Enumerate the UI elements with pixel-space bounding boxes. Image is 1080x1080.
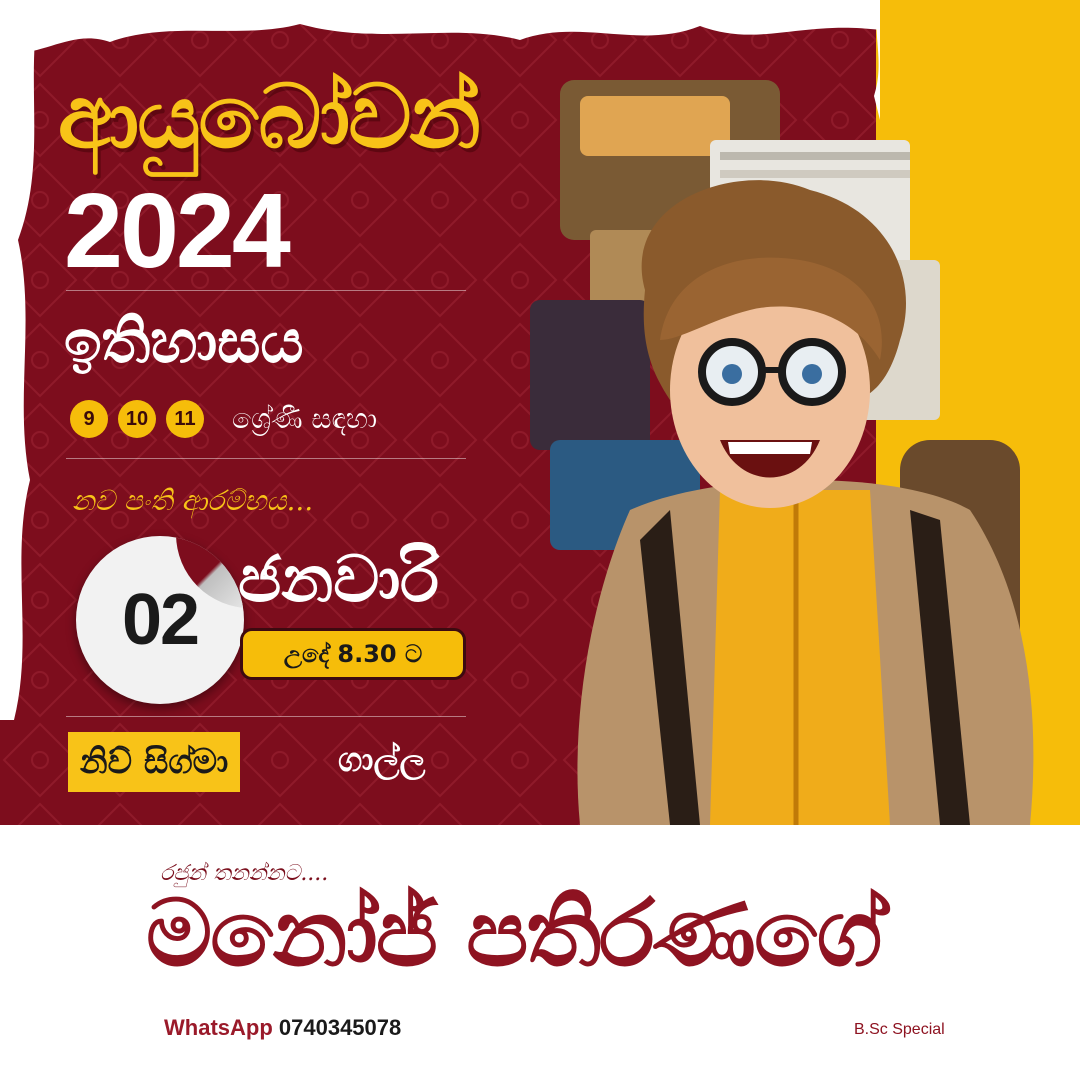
date-circle [76,536,244,704]
grade-badge: 9 [70,400,108,438]
teacher-name: මනෝජ් පතිරණගේ [146,879,881,987]
class-start-label: නව පංති ආරම්භය... [72,484,314,517]
time-pill: උදේ 8.30 ට [240,628,466,680]
venue-city: ගාල්ල [338,740,426,780]
grade-badge: 11 [166,400,204,438]
divider [66,458,466,459]
headline: ආයුබෝවන් [58,64,479,168]
grade-badge: 10 [118,400,156,438]
divider [66,716,466,717]
student-with-books-photo [470,40,1080,825]
whatsapp-label: WhatsApp [164,1015,273,1040]
poster-footer [0,825,1080,1080]
grades-label: ශ්‍රේණී සඳහා [232,402,378,435]
date-day: 02 [121,580,199,660]
divider [66,290,466,291]
degree-label: B.Sc Special [854,1021,945,1038]
tagline: රජුන් තනන්නට.... [160,861,329,886]
year: 2024 [64,172,288,290]
venue-institute: නිව් සිග්මා [68,732,240,792]
whatsapp-number: 0740345078 [278,1015,402,1040]
date-month: ජනවාරි [238,542,440,617]
grades-row [70,400,377,438]
whatsapp-contact [164,1015,401,1041]
subject-title: ඉතිහාසය [64,307,304,377]
